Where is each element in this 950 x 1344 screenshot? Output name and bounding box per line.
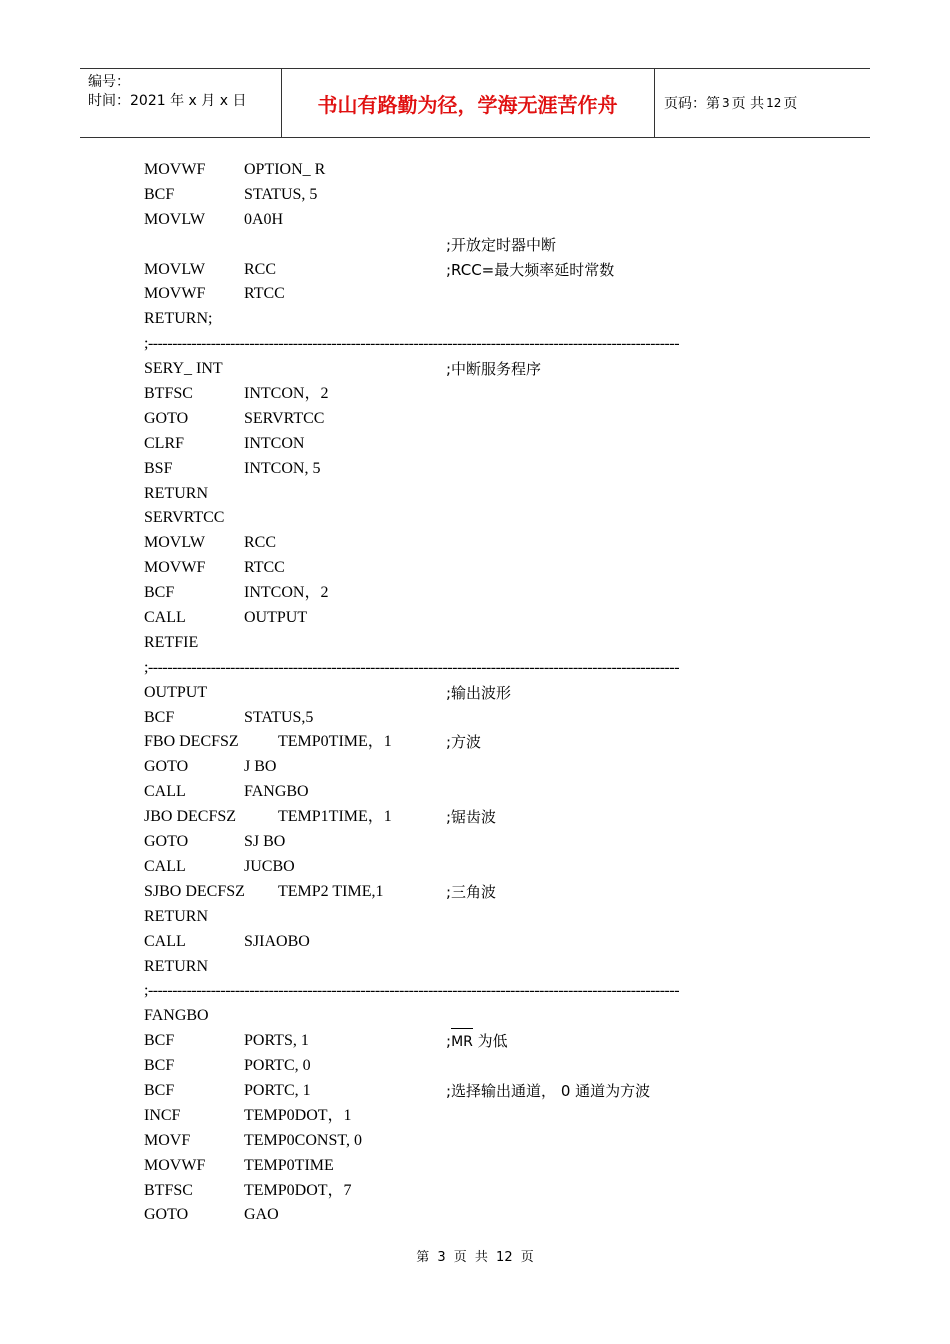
code-line [144,457,724,482]
code-line [144,307,724,332]
code-mnemonic: RETURN [144,957,208,975]
code-comment: ;选择输出通道， 0 通道为方波 [446,1081,651,1100]
code-operand: OPTION_ R [244,161,326,178]
code-line [144,631,724,656]
code-operand: TEMP0CONST, 0 [244,1131,362,1149]
code-mnemonic: CALL [144,857,186,875]
code-line [144,1079,724,1104]
code-operand: TEMP0TIME，1 [278,733,392,751]
code-operand: FANGBO [244,783,309,801]
code-mnemonic: BCF [144,708,175,726]
code-mnemonic: SERY_ INT [144,360,223,378]
code-comment [446,1029,508,1055]
code-operand: TEMP2 TIME,1 [278,882,384,900]
code-mnemonic: BCF [144,1081,175,1099]
code-line [144,880,724,905]
code-line [144,755,724,780]
code-line [144,531,724,556]
code-mnemonic: OUTPUT [144,683,208,701]
comment-text: 为低 [472,1032,508,1051]
code-operand: SERVRTCC [244,409,325,427]
code-operand: RTCC [244,559,285,577]
code-line [144,730,724,755]
code-mnemonic: BCF [144,185,175,203]
code-mnemonic: MOVLW [144,260,206,278]
code-operand: PORTC, 0 [244,1057,311,1075]
code-mnemonic: CALL [144,783,186,801]
code-mnemonic: INCF [144,1106,181,1124]
code-operand: STATUS, 5 [244,185,318,203]
code-operand: INTCON，2 [244,584,329,602]
page-total: 12 [766,96,782,110]
page-end-label: 页 [783,96,798,112]
code-line [144,1054,724,1079]
code-mnemonic: RETURN [144,907,208,925]
code-line [144,581,724,606]
code-line [144,208,724,233]
code-line [144,1004,724,1029]
page-label: 页码：第 [664,96,720,112]
code-line [144,258,724,283]
code-operand: RCC [244,534,277,552]
code-line [144,1104,724,1129]
code-line [144,407,724,432]
separator-line: ;-------------------------------------------------------------------------------------------------------------- [144,658,680,676]
code-mnemonic: CALL [144,609,186,627]
code-mnemonic: GOTO [144,758,189,776]
code-line [144,556,724,581]
code-line [144,1029,724,1054]
code-line [144,706,724,731]
code-mnemonic: MOVWF [144,161,206,178]
code-comment: ;RCC=最大频率延时常数 [446,260,615,279]
code-operand: INTCON, 5 [244,459,321,477]
code-operand: INTCON [244,434,305,452]
code-mnemonic: BSF [144,459,173,477]
separator-line: ;-------------------------------------------------------------------------------------------------------------- [144,982,680,1000]
separator-line: ;-------------------------------------------------------------------------------------------------------------- [144,335,680,353]
code-line [144,830,724,855]
code-operand: 0A0H [244,210,284,228]
code-mnemonic: FANGBO [144,1007,209,1025]
comment-prefix: ; [446,1032,452,1051]
code-line [144,482,724,507]
code-line [144,930,724,955]
code-mnemonic: BTFSC [144,385,193,403]
code-operand: TEMP0DOT，1 [244,1106,352,1124]
code-mnemonic: SJBO DECFSZ [144,882,245,900]
doc-number-label: 编号： [88,74,130,90]
code-mnemonic: MOVLW [144,210,206,228]
code-operand: TEMP0TIME [244,1156,334,1174]
code-line [144,506,724,531]
code-operand: OUTPUT [244,609,308,627]
code-mnemonic: RETURN [144,484,208,502]
code-mnemonic: MOVWF [144,285,206,303]
code-line [144,1203,724,1228]
page-header [80,68,870,138]
code-line [144,357,724,382]
code-comment: ;方波 [446,733,482,752]
code-operand: RCC [244,260,277,278]
code-mnemonic: FBO DECFSZ [144,733,239,751]
date-label: 时间：2021 年 x 月 x 日 [88,93,247,109]
page-footer: 第 3 页 共 12 页 [416,1250,534,1265]
code-line [144,955,724,980]
header-divider [654,69,655,137]
code-line [144,282,724,307]
code-comment: ;中断服务程序 [446,360,542,379]
code-comment: ;锯齿波 [446,808,497,827]
code-line [144,656,724,681]
code-operand: TEMP0DOT，7 [244,1181,352,1199]
code-mnemonic: MOVWF [144,1156,206,1174]
code-operand: INTCON，2 [244,385,329,403]
code-operand: SJIAOBO [244,932,310,950]
code-line [144,606,724,631]
code-mnemonic: BCF [144,584,175,602]
code-mnemonic: MOVLW [144,534,206,552]
code-comment: ;输出波形 [446,683,512,702]
page-number: 3 [722,96,730,110]
code-line [144,1179,724,1204]
code-line [144,233,724,258]
code-line [144,1154,724,1179]
code-operand: SJ BO [244,833,286,851]
code-operand: RTCC [244,285,285,303]
code-operand: GAO [244,1206,279,1224]
code-line [144,780,724,805]
page-mid-label: 页 共 [731,96,765,112]
code-line [144,382,724,407]
code-operand: PORTC, 1 [244,1081,311,1099]
code-line [144,905,724,930]
code-mnemonic: GOTO [144,833,189,851]
code-mnemonic: RETURN; [144,310,213,328]
header-page-info [664,69,797,137]
code-line [144,855,724,880]
code-mnemonic: MOVF [144,1131,191,1149]
code-mnemonic: RETFIE [144,633,199,651]
code-line [144,332,724,357]
assembly-code-listing [144,158,724,1228]
code-mnemonic: BCF [144,1057,175,1075]
code-operand: JUCBO [244,857,295,875]
code-line [144,432,724,457]
code-mnemonic: BTFSC [144,1181,193,1199]
code-mnemonic: BCF [144,1032,175,1050]
code-line [144,681,724,706]
header-motto: 书山有路勤为径，学海无涯苦作舟 [317,92,618,117]
code-operand: STATUS,5 [244,708,314,726]
code-operand: PORTS, 1 [244,1032,309,1050]
header-meta [88,73,246,111]
code-line [144,158,724,183]
code-line [144,805,724,830]
code-operand: TEMP1TIME，1 [278,808,392,826]
code-line [144,183,724,208]
code-mnemonic: JBO DECFSZ [144,808,237,826]
code-mnemonic: GOTO [144,409,189,427]
code-operand: J BO [244,758,277,776]
code-comment: ;三角波 [446,882,497,901]
code-mnemonic: SERVRTCC [144,509,225,527]
code-mnemonic: MOVWF [144,559,206,577]
code-mnemonic: GOTO [144,1206,189,1224]
code-line [144,1129,724,1154]
code-comment: ;开放定时器中断 [446,235,557,254]
code-line [144,979,724,1004]
code-mnemonic: CALL [144,932,186,950]
code-mnemonic: CLRF [144,434,185,452]
overlined-signal: MR [451,1030,473,1055]
